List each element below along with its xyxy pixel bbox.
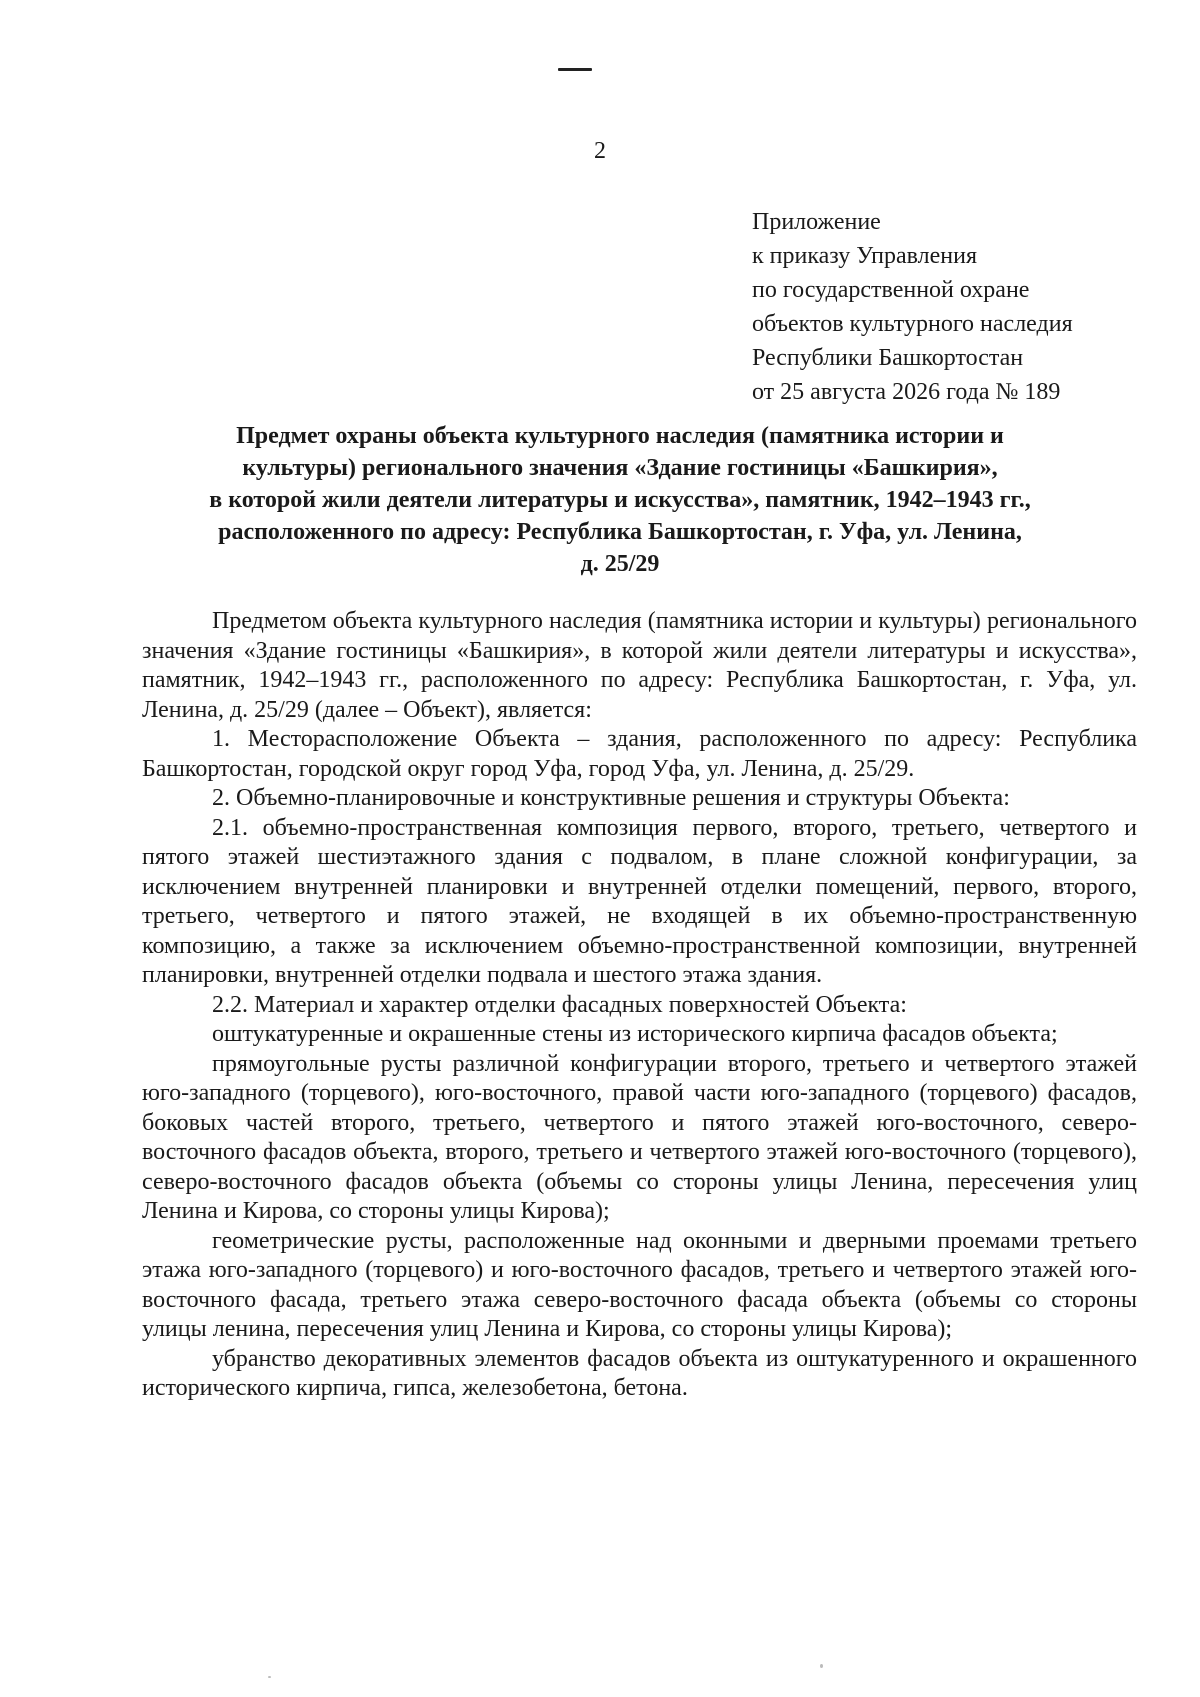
title-line: расположенного по адресу: Республика Башкортостан, г. Уфа, ул. Ленина,: [218, 519, 1022, 545]
appendix-line: к приказу Управления: [752, 243, 978, 269]
paragraph-item-1: 1. Месторасположение Объекта – здания, расположенного по адресу: Республика Башкортостан, городской округ город Уфа, город Уфа, ул. Ленина, д. 25/29.: [142, 726, 1137, 782]
scan-mark: [558, 68, 592, 71]
paragraph-geometric-rusts: геометрические русты, расположенные над оконными и дверными проемами третьего этажа юго-западного (торцевого) и юго-восточного фасадов, третьего и четвертого этажей юго-восточного фасада, третьего этажа северо-восточного фасада объекта (объемы со стороны улицы ленина, пересечения улиц Ленина и Кирова, со стороны улицы Кирова);: [142, 1227, 1137, 1342]
document-title: [130, 420, 1110, 580]
paragraph-item-2-2: 2.2. Материал и характер отделки фасадных поверхностей Объекта:: [212, 991, 907, 1018]
scan-speck: [820, 1664, 823, 1668]
paragraph-item-2: 2. Объемно-планировочные и конструктивные решения и структуры Объекта:: [212, 785, 1010, 811]
title-line: Предмет охраны объекта культурного наследия (памятника истории и: [236, 423, 1004, 449]
page-number: 2: [594, 138, 606, 164]
appendix-line: объектов культурного наследия: [752, 311, 1073, 337]
paragraph-intro: Предметом объекта культурного наследия (памятника истории и культуры) регионального значения «Здание гостиницы «Башкирия», в которой жили деятели литературы и искусства», памятник, 1942–1943 гг., расположенного по адресу: Республика Башкортостан, г. Уфа, ул. Ленина, д. 25/29 (далее – Объект), является:: [142, 608, 1137, 723]
appendix-line: по государственной охране: [752, 277, 1030, 303]
title-line: культуры) регионального значения «Здание гостиницы «Башкирия»,: [242, 455, 998, 481]
appendix-line: Приложение: [752, 209, 881, 235]
paragraph-walls: оштукатуренные и окрашенные стены из исторического кирпича фасадов объекта;: [212, 1021, 1058, 1047]
document-body: [142, 607, 1137, 1404]
title-line: д. 25/29: [580, 551, 660, 577]
scan-speck: [268, 1676, 271, 1678]
appendix-line: от 25 августа 2026 года № 189: [752, 379, 1061, 405]
paragraph-decorative: убранство декоративных элементов фасадов объекта из оштукатуренного и окрашенного исторического кирпича, гипса, железобетона, бетона.: [142, 1345, 1137, 1401]
paragraph-item-2-1: 2.1. объемно-пространственная композиция первого, второго, третьего, четвертого и пятого этажей шестиэтажного здания с подвалом, в плане сложной конфигурации, за исключением внутренней планировки и внутренней отделки помещений, первого, второго, третьего, четвертого и пятого этажей, не входящей в их объемно-пространственную композицию, а также за исключением объемно-пространственной композиции, внутренней планировки, внутренней отделки подвала и шестого этажа здания.: [142, 814, 1137, 988]
appendix-block: [752, 205, 1073, 409]
appendix-line: Республики Башкортостан: [752, 345, 1024, 371]
paragraph-rectangular-rusts: прямоугольные русты различной конфигурации второго, третьего и четвертого этажей юго-западного (торцевого), юго-восточного, правой части юго-западного (торцевого) фасадов, боковых частей второго, третьего, четвертого и пятого этажей юго-восточного, северо-восточного фасадов объекта, второго, третьего и четвертого этажей юго-восточного (торцевого), северо-восточного фасадов объекта (объемы со стороны улицы Ленина, пересечения улиц Ленина и Кирова, со стороны улицы Кирова);: [142, 1050, 1137, 1224]
title-line: в которой жили деятели литературы и искусства», памятник, 1942–1943 гг.,: [209, 487, 1031, 513]
